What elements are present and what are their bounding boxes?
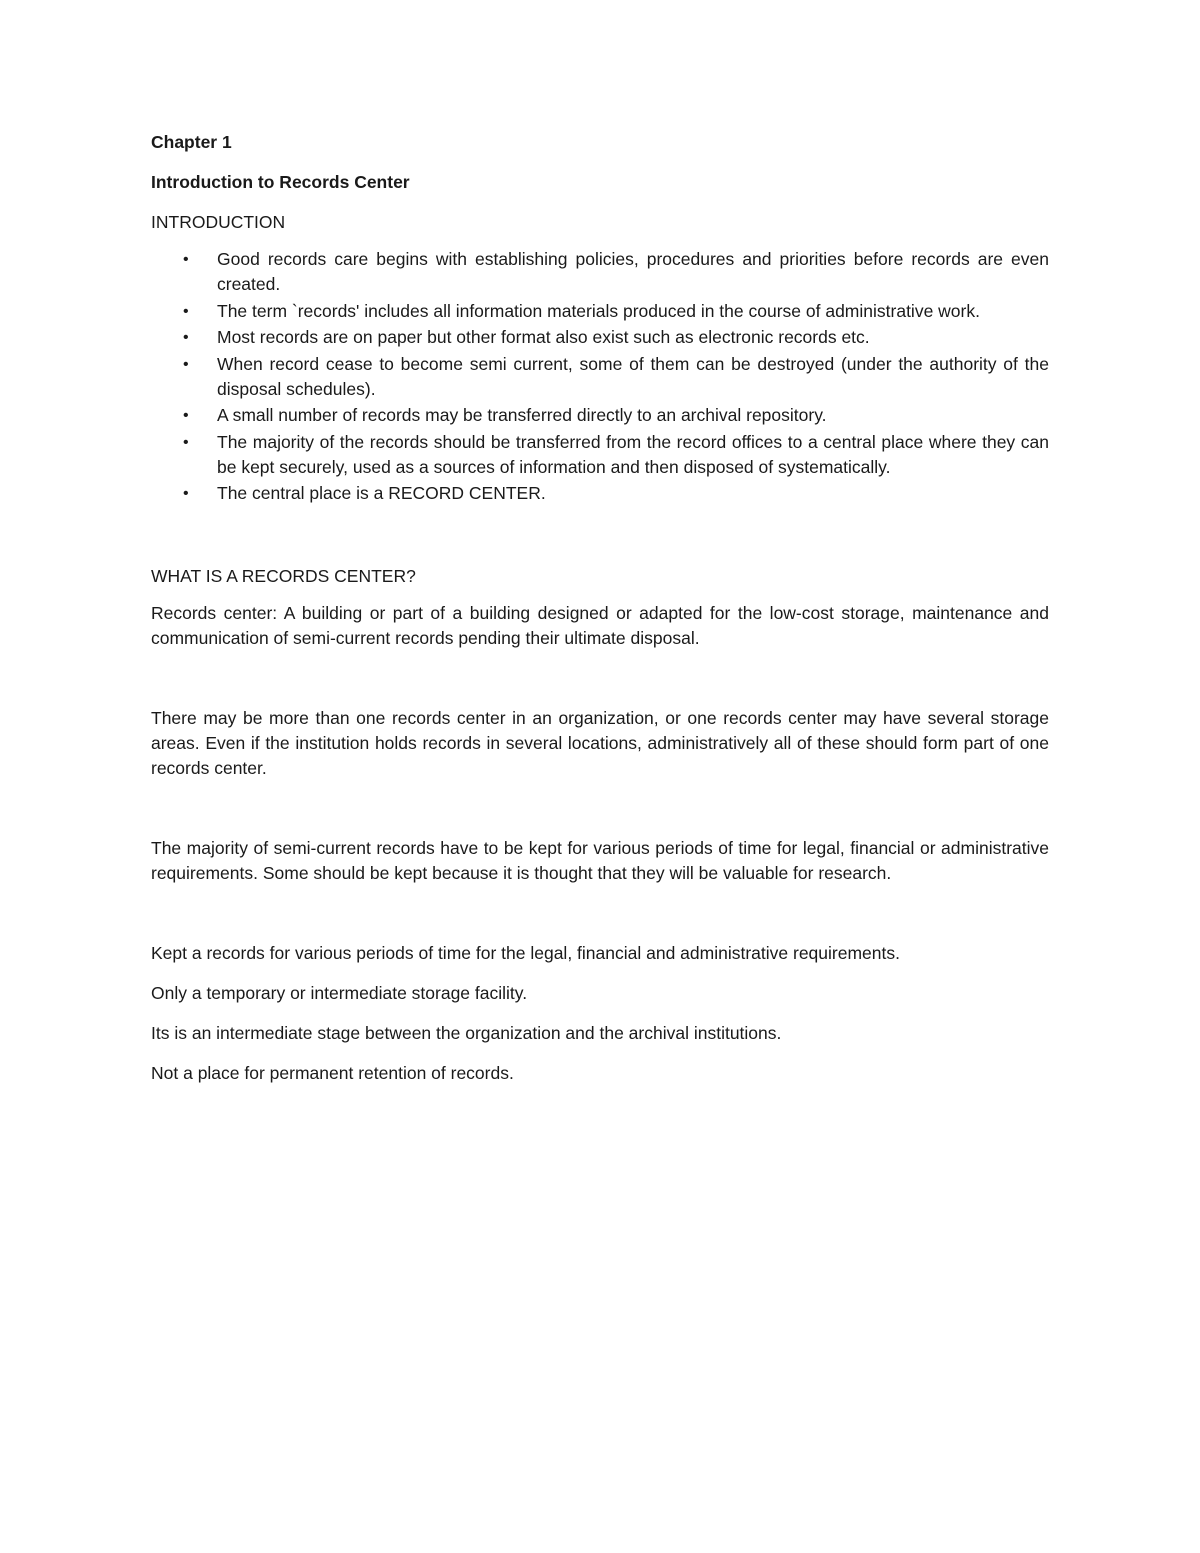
kept-records-line: Kept a records for various periods of time for the legal, financial and administrative requirements. xyxy=(151,942,900,963)
list-item-text: The central place is a RECORD CENTER. xyxy=(217,483,546,503)
list-item-text: The term `records' includes all information materials produced in the course of administrative work. xyxy=(217,300,980,321)
bullet-icon: • xyxy=(183,355,189,373)
intermediate-stage-line: Its is an intermediate stage between the organization and the archival institutions. xyxy=(151,1022,782,1043)
list-item-text: A small number of records may be transferred directly to an archival repository. xyxy=(217,405,827,425)
list-item xyxy=(151,299,1049,324)
introduction-heading: INTRODUCTION xyxy=(151,212,286,232)
multiple-centers-paragraph: There may be more than one records center in an organization, or one records center may have several storage areas. Even if the institution holds records in several locations, administratively all of these should form part of one records center. xyxy=(151,707,1049,778)
list-item xyxy=(151,481,1049,506)
spacer xyxy=(151,901,1049,941)
list-item-text: When record cease to become semi current, some of them can be destroyed (under the authority of the disposal schedules). xyxy=(217,353,1049,399)
list-item-text: Good records care begins with establishing policies, procedures and priorities before records are even created. xyxy=(217,249,1049,294)
bullet-icon: • xyxy=(183,251,189,268)
list-item-text: The majority of the records should be transferred from the record offices to a central place where they can be kept securely, used as a sources of information and then disposed of systematically. xyxy=(217,431,1049,477)
list-item xyxy=(151,325,1049,350)
bullet-icon: • xyxy=(183,433,189,451)
chapter-label: Chapter 1 xyxy=(151,132,232,152)
introduction-bullet-list xyxy=(151,247,1049,506)
not-permanent-line: Not a place for permanent retention of records. xyxy=(151,1062,514,1083)
bullet-icon: • xyxy=(183,485,189,502)
chapter-title: Introduction to Records Center xyxy=(151,172,410,192)
document-page xyxy=(151,130,1049,1101)
list-item-text: Most records are on paper but other format also exist such as electronic records etc. xyxy=(217,327,870,347)
what-is-heading: WHAT IS A RECORDS CENTER? xyxy=(151,565,416,586)
bullet-icon: • xyxy=(183,329,189,346)
semi-current-paragraph: The majority of semi-current records have to be kept for various periods of time for legal, financial or administrative requirements. Some should be kept because it is thought that they will be valuable for research. xyxy=(151,837,1049,883)
temporary-storage-line: Only a temporary or intermediate storage facility. xyxy=(151,982,528,1003)
spacer xyxy=(151,666,1049,706)
bullet-icon: • xyxy=(183,302,189,320)
list-item xyxy=(151,247,1049,297)
list-item xyxy=(151,430,1049,480)
spacer xyxy=(151,508,1049,564)
bullet-icon: • xyxy=(183,407,189,424)
spacer xyxy=(151,796,1049,836)
definition-paragraph: Records center: A building or part of a building designed or adapted for the low-cost storage, maintenance and communication of semi-current records pending their ultimate disposal. xyxy=(151,602,1049,648)
list-item xyxy=(151,352,1049,402)
list-item xyxy=(151,403,1049,428)
